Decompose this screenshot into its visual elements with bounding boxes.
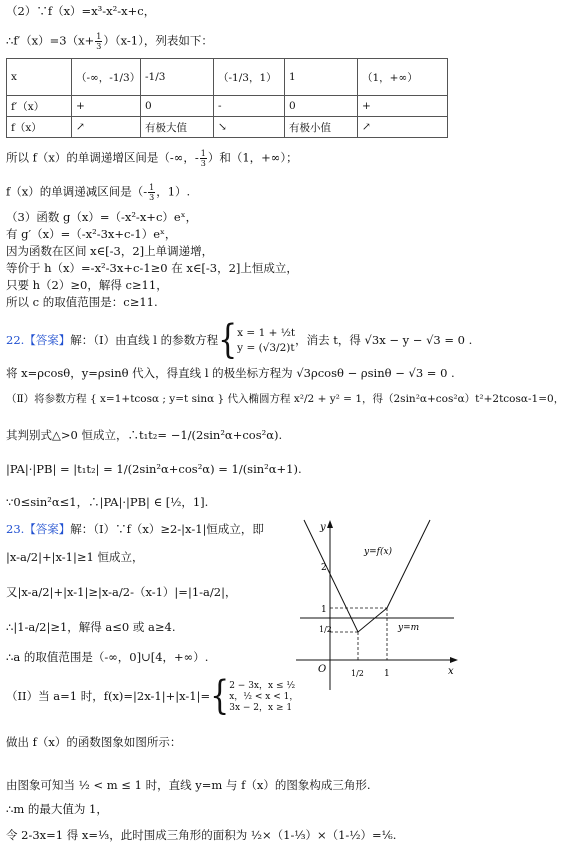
q23-line3: 又|x-a/2|+|x-1|≥|x-a/2-（x-1）|=|1-a/2|， bbox=[6, 585, 237, 599]
x-axis-label: x bbox=[448, 666, 454, 677]
function-curve bbox=[304, 520, 430, 632]
x-tick-half: 1/2 bbox=[351, 669, 364, 678]
decreasing-interval: f（x）的单调递减区间是（- $\frac{1}{3}$ ，1）. bbox=[6, 183, 191, 202]
table-row bbox=[7, 59, 448, 96]
part2-line1: （2）∵f（x）=x³-x²-x+c， bbox=[6, 4, 156, 18]
table-cell: 0 bbox=[141, 96, 214, 117]
q22-line2: 将 x=ρcosθ，y=ρsinθ 代入，得直线 l 的极坐标方程为 √3ρcosθ − ρsinθ − √3 = 0 . bbox=[6, 366, 455, 380]
table-cell: + bbox=[72, 96, 141, 117]
q23-line6: （II）当 a=1 时，f(x)=|2x-1|+|x-1|={2 − 3x，x ≤ ½ x，½ < x < 1， 3x − 2，x ≥ 1 bbox=[6, 673, 299, 720]
q22-line1: 22.【答案】解：（Ⅰ）由直线 l 的参数方程{x = 1 + ½t y = (√3/2)t，消去 t，得 √3x − y − √3 = 0 . bbox=[6, 317, 473, 364]
table-row bbox=[7, 117, 448, 138]
q23-line10: 令 2-3x=1 得 x=⅓，此时围成三角形的面积为 ½×（1-⅓）×（1-½）=⅙. bbox=[6, 828, 397, 842]
q23-line8: 由图象可知当 ½ < m ≤ 1 时，直线 y=m 与 f（x）的图象构成三角形. bbox=[6, 778, 371, 792]
q23-line5: ∴a 的取值范围是（-∞，0]∪[4，+∞）. bbox=[6, 650, 209, 664]
q22-line6: ∵0≤sin²α≤1，∴|PA|·|PB| ∈ [½，1]. bbox=[6, 495, 209, 509]
table-cell: -1/3 bbox=[141, 59, 214, 96]
part3-line4: 等价于 h（x）=-x²-3x+c-1≥0 在 x∈[-3，2]上恒成立， bbox=[6, 261, 298, 275]
part3-line5: 只要 h（2）≥0，解得 c≥11， bbox=[6, 278, 168, 292]
q22-line4: 其判别式△>0 恒成立，∴t₁t₂= −1/(2sin²α+cos²α). bbox=[6, 428, 283, 442]
table-cell: ↘ bbox=[214, 117, 285, 138]
x-axis-arrow-icon bbox=[450, 657, 458, 663]
q22-line5: |PA|·|PB| = |t₁t₂| = 1/(2sin²α+cos²α) = 1/(sin²α+1). bbox=[6, 462, 302, 476]
table-cell: 有极小值 bbox=[285, 117, 358, 138]
part3-line6: 所以 c 的取值范围是：c≥11. bbox=[6, 295, 158, 309]
increasing-interval: 所以 f（x）的单调递增区间是（-∞，- $\frac{1}{3}$ ）和（1，+∞）； bbox=[6, 149, 298, 168]
table-cell: 0 bbox=[285, 96, 358, 117]
q22-line3: （Ⅱ）将参数方程 { x=1+tcosα ; y=t sinα } 代入椭圆方程 x²/2 + y² = 1，得（2sin²α+cos²α）t²+2tcosα-1=0， bbox=[6, 393, 564, 405]
part3-line1: （3）函数 g（x）=（-x²-x+c）eˣ， bbox=[6, 210, 198, 224]
y-tick-2: 2 bbox=[321, 563, 327, 573]
origin-label: O bbox=[318, 664, 327, 675]
q23-line2: |x-a/2|+|x-1|≥1 恒成立， bbox=[6, 550, 144, 564]
q23-line9: ∴m 的最大值为 1， bbox=[6, 802, 108, 816]
table-cell: 1 bbox=[285, 59, 358, 96]
y-axis-label: y bbox=[320, 522, 326, 533]
q22-answer-label: 22.【答案】 bbox=[6, 333, 71, 347]
monotonicity-table bbox=[6, 58, 448, 138]
table-cell: （1，+∞） bbox=[358, 59, 448, 96]
y-tick-1: 1 bbox=[321, 605, 327, 615]
table-cell: （-∞，-1/3） bbox=[72, 59, 141, 96]
table-cell: 有极大值 bbox=[141, 117, 214, 138]
table-cell: ↗ bbox=[358, 117, 448, 138]
table-cell: - bbox=[214, 96, 285, 117]
q23-line7: 做出 f（x）的函数图象如图所示： bbox=[6, 735, 182, 749]
table-cell: （-1/3，1） bbox=[214, 59, 285, 96]
label-y-m: y=m bbox=[398, 623, 420, 633]
part3-line3: 因为函数在区间 x∈[-3，2]上单调递增， bbox=[6, 244, 214, 258]
q23-line4: ∴|1-a/2|≥1，解得 a≤0 或 a≥4. bbox=[6, 620, 176, 634]
function-graph bbox=[290, 518, 462, 698]
table-cell: ↗ bbox=[72, 117, 141, 138]
q23-answer-label: 23.【答案】 bbox=[6, 522, 71, 536]
table-cell: f（x） bbox=[7, 117, 72, 138]
part3-line2: 有 g′（x）=（-x²-3x+c-1）eˣ， bbox=[6, 227, 177, 241]
y-axis-arrow-icon bbox=[327, 520, 333, 528]
y-tick-half: 1/2 bbox=[319, 625, 332, 634]
table-cell: f′（x） bbox=[7, 96, 72, 117]
q23-line1: 23.【答案】解：（I）∵f（x）≥2-|x-1|恒成立，即 bbox=[6, 522, 264, 536]
table-cell: + bbox=[358, 96, 448, 117]
part2-line2: ∴f′（x）=3（x+ $\frac{1}{3}$ ）（x-1），列表如下： bbox=[6, 32, 213, 51]
table-cell: x bbox=[7, 59, 72, 96]
x-tick-1: 1 bbox=[384, 669, 390, 679]
fraction: $\frac{1}{3}$ bbox=[96, 32, 102, 51]
table-row bbox=[7, 96, 448, 117]
label-y-fx: y=f(x) bbox=[364, 547, 393, 557]
